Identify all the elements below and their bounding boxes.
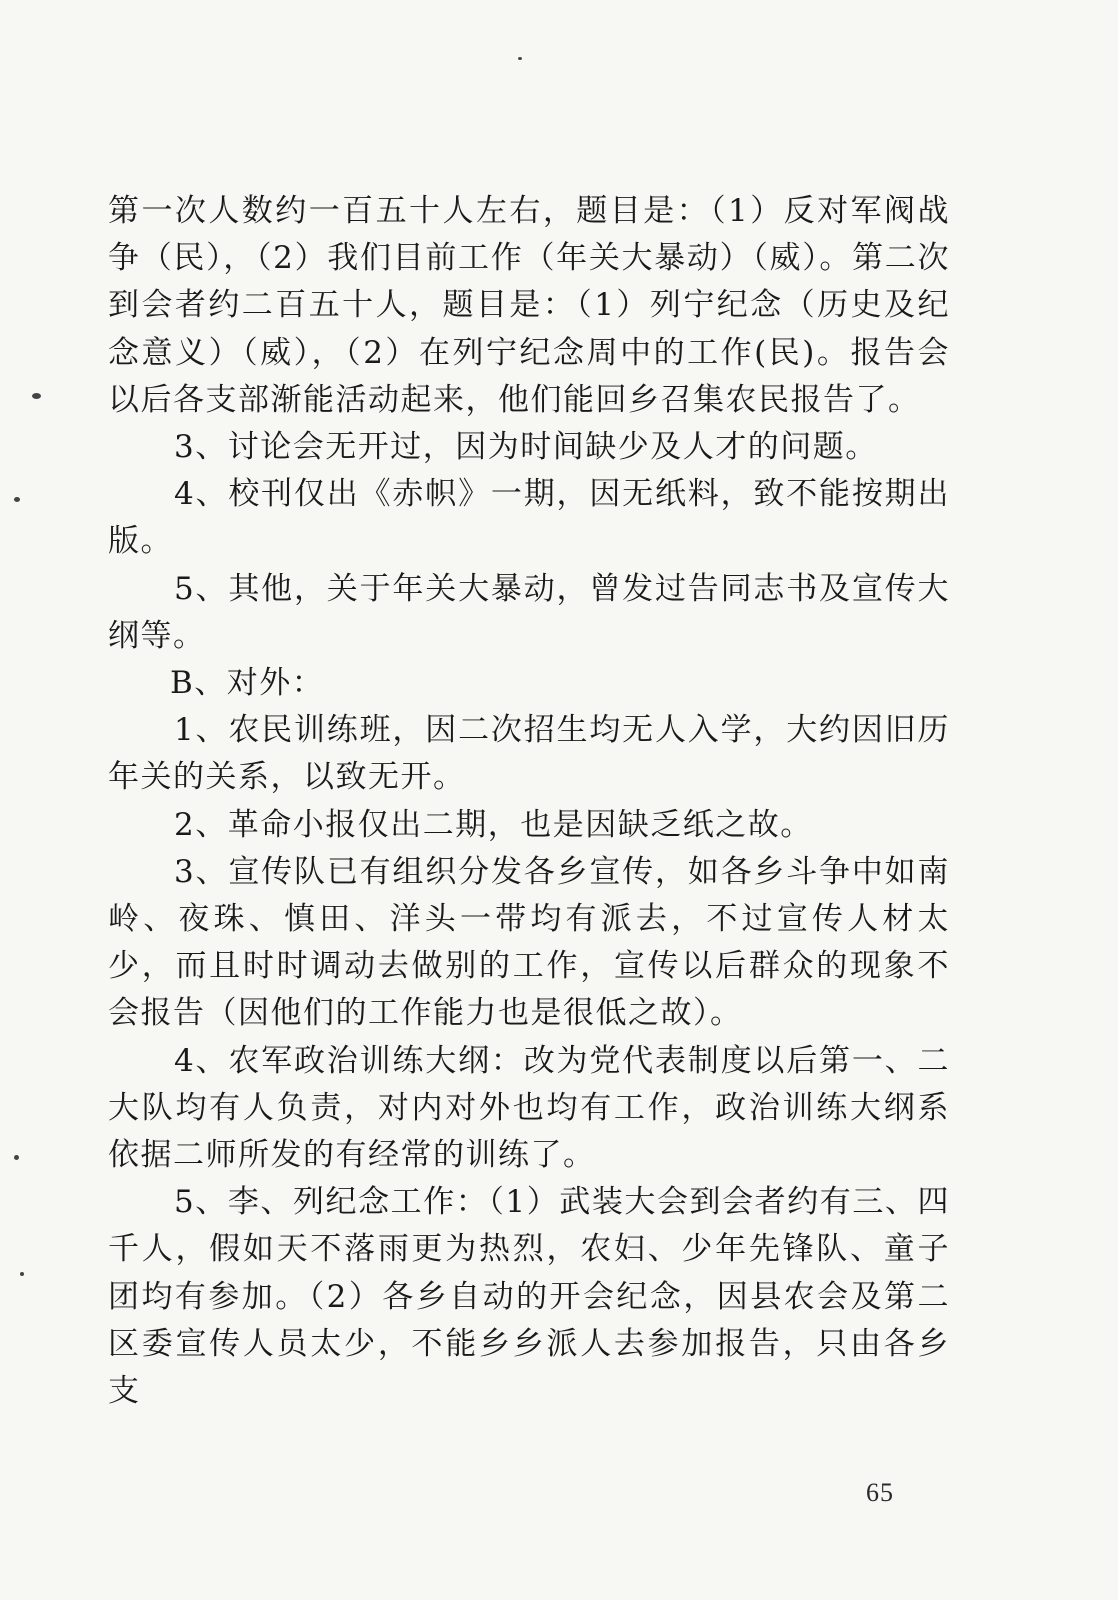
page-number: 65	[866, 1478, 894, 1507]
scan-speck	[32, 393, 41, 399]
paragraph-commemoration-work: 5、李、列纪念工作：（1）武装大会到会者约有三、四千人，假如天不落雨更为热烈，农妇、少年先锋队、童子团均有参加。（2）各乡自动的开会纪念，因县农会及第二区委宣传人员太少，不能乡乡派人去参加报告，只由各乡支	[108, 1184, 950, 1410]
section-heading-external: B、对外：	[170, 665, 325, 702]
body-text	[108, 188, 950, 1415]
paragraph-report-meetings: 第一次人数约一百五十人左右，题目是：（1）反对军阀战争（民），（2）我们目前工作（年关大暴动）（威）。第二次到会者约二百五十人，题目是：（1）列宁纪念（历史及纪念意义）（威），（2）在列宁纪念周中的工作(民)。报告会以后各支部渐能活动起来，他们能回乡召集农民报告了。	[108, 193, 950, 418]
paragraph-revolution-paper: 2、革命小报仅出二期，也是因缺乏纸之故。	[174, 806, 813, 843]
paragraph-discussion-meetings: 3、讨论会无开过，因为时间缺少及人才的问题。	[174, 429, 878, 466]
scan-speck	[518, 57, 522, 60]
scan-speck	[20, 1272, 24, 1276]
paragraph-political-training: 4、农军政治训练大纲：改为党代表制度以后第一、二大队均有人负责，对内对外也均有工作，政治训练大纲系依据二师所发的有经常的训练了。	[108, 1042, 950, 1174]
paragraph-school-journal: 4、校刊仅出《赤帜》一期，因无纸料，致不能按期出版。	[108, 476, 950, 560]
paragraph-propaganda-team: 3、宣传队已有组织分发各乡宣传，如各乡斗争中如南岭、夜珠、慎田、洋头一带均有派去，不过宣传人材太少，而且时时调动去做别的工作，宣传以后群众的现象不会报告（因他们的工作能力也是很低之故）。	[108, 853, 950, 1032]
paragraph-other: 5、其他，关于年关大暴动，曾发过告同志书及宣传大纲等。	[108, 570, 950, 654]
scan-speck	[14, 1155, 19, 1160]
paragraph-peasant-training: 1、农民训练班，因二次招生均无人入学，大约因旧历年关的关系，以致无开。	[108, 712, 950, 796]
scan-speck	[14, 497, 20, 502]
